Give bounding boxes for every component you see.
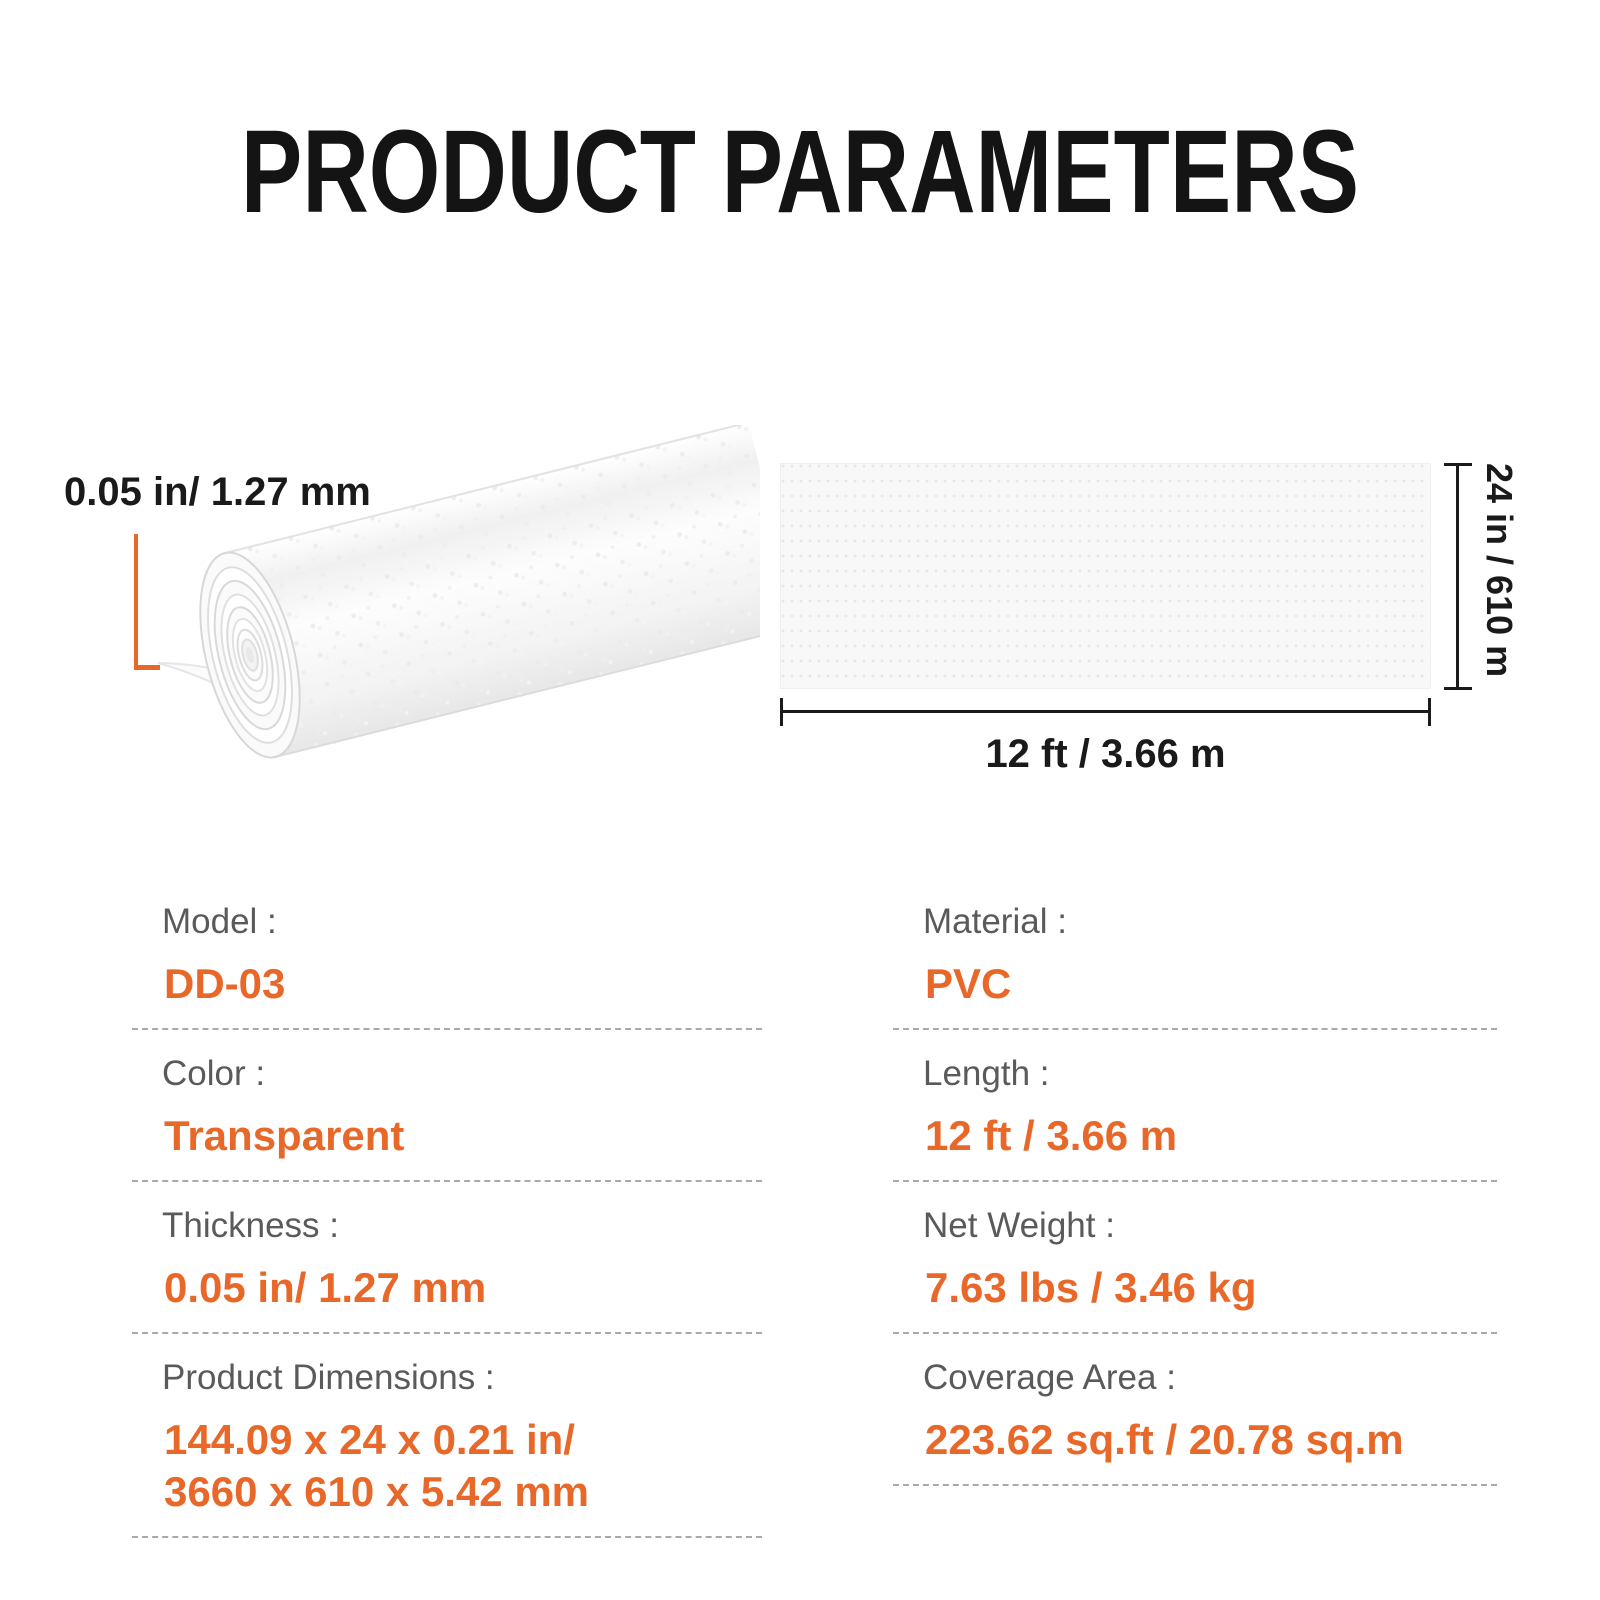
height-dimension-line <box>1444 463 1472 690</box>
spec-column-right <box>893 878 1497 1486</box>
thickness-bracket-line <box>134 534 160 670</box>
spec-value: 223.62 sq.ft / 20.78 sq.m <box>925 1416 1404 1463</box>
spec-value: PVC <box>925 960 1012 1007</box>
thickness-dimension-label: 0.05 in/ 1.27 mm <box>64 470 371 514</box>
dimension-cap <box>1444 687 1472 690</box>
spec-column-left <box>132 878 762 1538</box>
spec-value-line2: 3660 x 610 x 5.42 mm <box>164 1468 590 1515</box>
spec-label: Material : <box>923 902 1067 941</box>
spec-row-length <box>893 1030 1497 1182</box>
spec-row-coverage-area <box>893 1334 1497 1486</box>
spec-value: 0.05 in/ 1.27 mm <box>164 1264 487 1311</box>
width-dimension-line <box>780 698 1431 726</box>
page-title: PRODUCT PARAMETERS <box>240 106 1360 238</box>
spec-label: Net Weight : <box>923 1206 1115 1245</box>
spec-label: Product Dimensions : <box>162 1358 495 1397</box>
spec-value: DD-03 <box>164 960 286 1007</box>
flat-mat-image <box>780 463 1431 689</box>
spec-label: Thickness : <box>162 1206 339 1245</box>
spec-row-net-weight <box>893 1182 1497 1334</box>
spec-row-product-dimensions <box>132 1334 762 1538</box>
spec-label: Color : <box>162 1054 266 1093</box>
width-dimension-label: 12 ft / 3.66 m <box>985 732 1226 776</box>
spec-row-thickness <box>132 1182 762 1334</box>
spec-value: 144.09 x 24 x 0.21 in/ <box>164 1416 575 1463</box>
dimension-cap <box>1428 698 1431 726</box>
spec-row-model <box>132 878 762 1030</box>
dimension-line <box>780 710 1431 713</box>
dimension-line <box>1456 463 1459 690</box>
spec-value: Transparent <box>164 1112 405 1159</box>
spec-value: 12 ft / 3.66 m <box>925 1112 1178 1159</box>
spec-row-material <box>893 878 1497 1030</box>
spec-value: 7.63 lbs / 3.46 kg <box>925 1264 1257 1311</box>
height-dimension-label: 24 in / 610 m <box>1479 463 1520 678</box>
spec-label: Length : <box>923 1054 1050 1093</box>
spec-label: Coverage Area : <box>923 1358 1176 1397</box>
spec-row-color <box>132 1030 762 1182</box>
spec-label: Model : <box>162 902 277 941</box>
